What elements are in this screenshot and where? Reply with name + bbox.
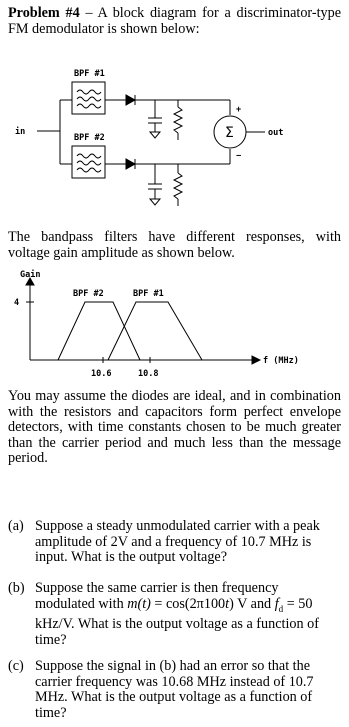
bpf2-response	[58, 302, 140, 360]
question-a-text: Suppose a steady unmodulated carrier with a peak amplitude of 2V and a frequency of 10.7 MHz is input. What is the output voltage?	[35, 518, 320, 566]
bpf2-box	[72, 146, 105, 178]
diodes-paragraph: You may assume the diodes are ideal, and in combination with the resistors and capacitors form perfect envelope detectors, with time constants chosen to be much greater than the carrier period and much less than the message period.	[8, 388, 341, 467]
block-diagram	[0, 60, 349, 220]
y-axis-label: Gain	[20, 270, 41, 280]
diode-1	[126, 95, 135, 105]
plus-sign: +	[236, 105, 242, 115]
x-axis-label: f (MHz)	[263, 356, 299, 366]
filter-response-plot	[0, 265, 349, 385]
question-c-text: Suppose the signal in (b) had an error so that the carrier frequency was 10.68 MHz instead of 10.7 MHz. What is the output voltage as a function of time?	[35, 658, 314, 721]
question-a	[8, 519, 341, 566]
summer-symbol: Σ	[225, 125, 234, 141]
intro-paragraph	[8, 6, 341, 37]
y-tick-4: 4	[14, 298, 20, 308]
bandpass-paragraph: The bandpass filters have different responses, with voltage gain amplitude as shown below.	[8, 229, 341, 261]
diode-2	[126, 159, 135, 169]
question-b-label: (b)	[8, 580, 25, 596]
bpf2-curve-label: BPF #2	[73, 289, 104, 299]
question-b	[8, 581, 341, 648]
question-a-label: (a)	[8, 518, 24, 534]
problem-intro: A block diagram for a discriminator-type FM demodulator is shown below:	[8, 5, 342, 37]
x-tick-10-8: 10.8	[138, 369, 159, 379]
bpf1-label: BPF #1	[74, 69, 105, 79]
question-c	[8, 659, 341, 721]
bpf1-box	[72, 82, 105, 114]
resistor-1	[174, 107, 182, 133]
bpf1-response	[108, 302, 202, 360]
output-label: out	[268, 128, 284, 138]
minus-sign: −	[236, 151, 242, 161]
input-label: in	[15, 127, 26, 137]
bpf1-curve-label: BPF #1	[133, 289, 164, 299]
problem-dash: –	[85, 5, 93, 21]
x-tick-10-6: 10.6	[91, 369, 112, 379]
resistor-2	[174, 173, 182, 199]
problem-label: Problem #4	[8, 5, 80, 21]
question-b-text: Suppose the same carrier is then frequency modulated with m(t) = cos(2π100t) V and $f_d = 50$ kHz/V. What is the output voltage as a function of time?	[35, 580, 319, 648]
question-c-label: (c)	[8, 658, 24, 674]
bpf2-label: BPF #2	[74, 133, 105, 143]
